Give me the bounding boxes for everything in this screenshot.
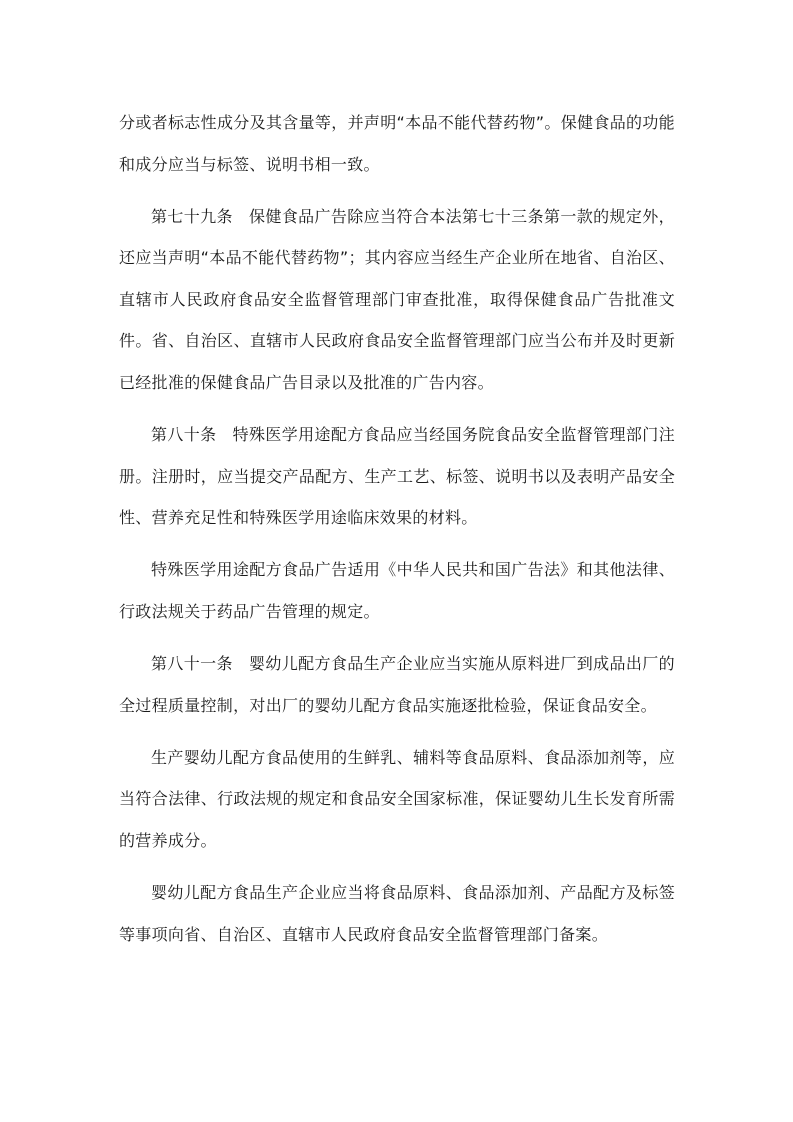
paragraph-text: 特殊医学用途配方食品广告适用《中华人民共和国广告法》和其他法律、行政法规关于药品广告管理的规定。: [119, 560, 675, 622]
paragraph-text: 婴幼儿配方食品生产企业应当实施从原料进厂到成品出厂的全过程质量控制，对出厂的婴幼儿配方食品实施逐批检验，保证食品安全。: [119, 654, 675, 715]
article-80-paragraph-2: [119, 549, 675, 632]
article-81-paragraph-3: [119, 872, 675, 955]
article-number: 第八十条: [151, 425, 217, 445]
paragraph-text: 保健食品广告除应当符合本法第七十三条第一款的规定外，还应当声明“本品不能代替药物”；其内容应当经生产企业所在地省、自治区、直辖市人民政府食品安全监督管理部门审查批准，取得保健食品广告批准文件。省、自治区、直辖市人民政府食品安全监督管理部门应当公布并及时更新已经批准的保健食品广告目录以及批准的广告内容。: [119, 206, 675, 393]
article-79-paragraph: [119, 196, 675, 404]
article-81-paragraph: [119, 643, 675, 726]
paragraph-continuation: [119, 102, 675, 185]
document-body: [119, 102, 675, 955]
article-number: 第八十一条: [151, 654, 233, 674]
article-81-paragraph-2: [119, 737, 675, 862]
article-number: 第七十九条: [151, 206, 233, 226]
paragraph-text: 婴幼儿配方食品生产企业应当将食品原料、食品添加剂、产品配方及标签等事项向省、自治区、直辖市人民政府食品安全监督管理部门备案。: [119, 883, 675, 944]
article-80-paragraph: [119, 414, 675, 539]
paragraph-text: 分或者标志性成分及其含量等，并声明“本品不能代替药物”。保健食品的功能和成分应当与标签、说明书相一致。: [119, 113, 675, 174]
paragraph-text: 特殊医学用途配方食品应当经国务院食品安全监督管理部门注册。注册时，应当提交产品配方、生产工艺、标签、说明书以及表明产品安全性、营养充足性和特殊医学用途临床效果的材料。: [119, 425, 675, 528]
paragraph-text: 生产婴幼儿配方食品使用的生鲜乳、辅料等食品原料、食品添加剂等，应当符合法律、行政法规的规定和食品安全国家标准，保证婴幼儿生长发育所需的营养成分。: [119, 747, 675, 850]
